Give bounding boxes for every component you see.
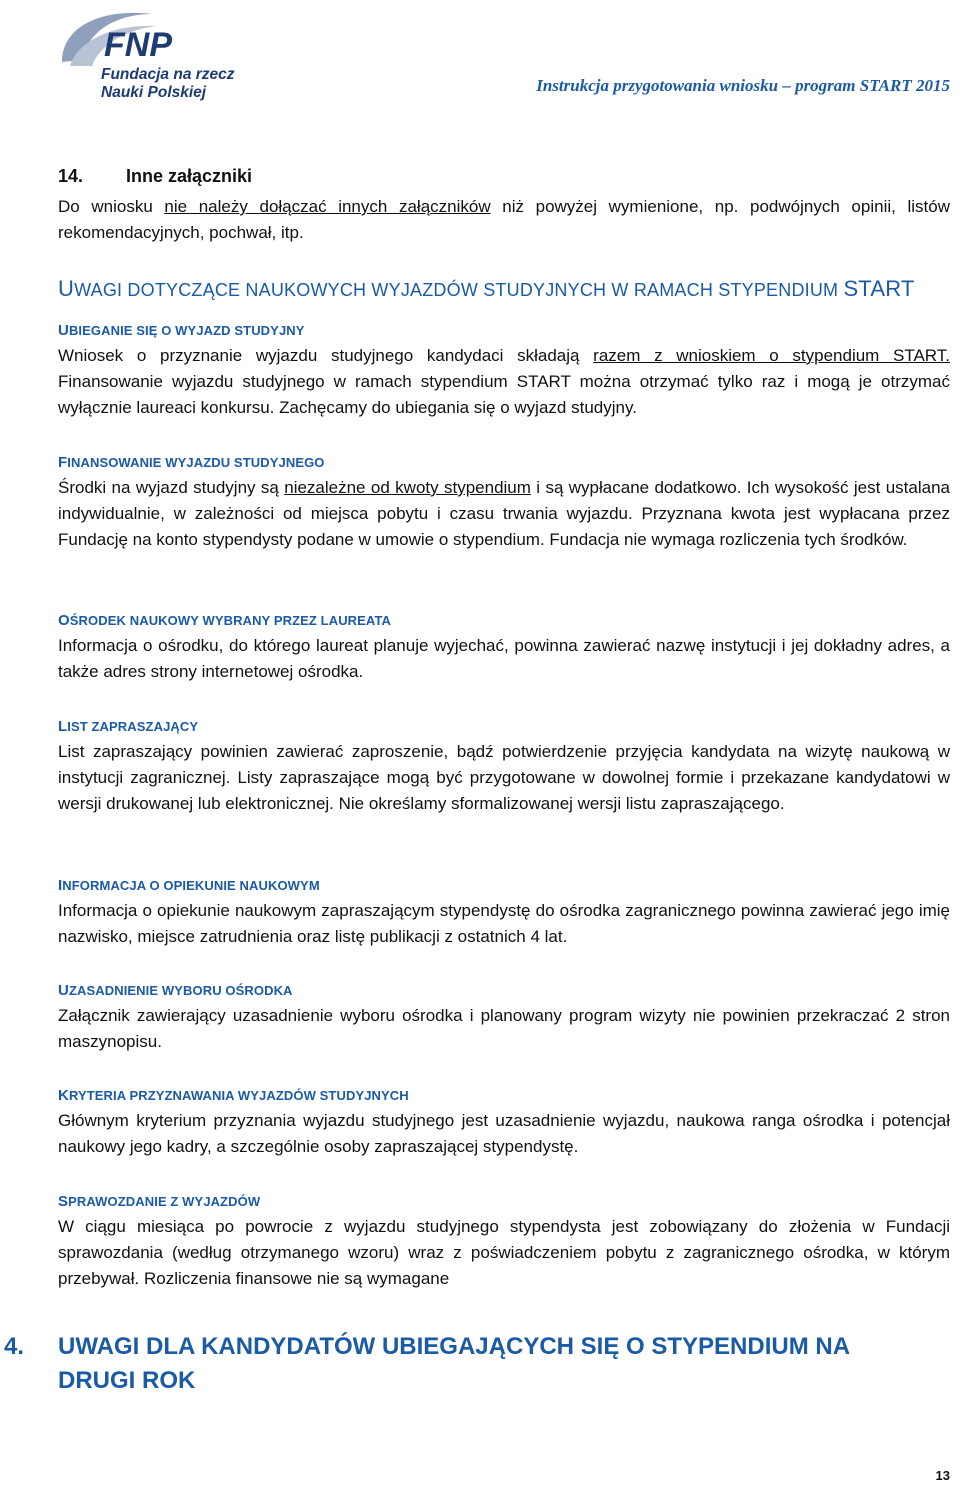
heading-osrodek: OŚRODEK NAUKOWY WYBRANY PRZEZ LAUREATA	[58, 612, 392, 629]
section-14-heading	[58, 166, 950, 187]
text-osrodek: Informacja o ośrodku, do którego laureat planuje wyjechać, powinna zawierać nazwę instytucji i jej dokładny adres, a także adres strony internetowej ośrodka.	[58, 636, 950, 681]
section-4-title: UWAGI DLA KANDYDATÓW UBIEGAJĄCYCH SIĘ O STYPENDIUM NA DRUGI ROK	[58, 1333, 850, 1394]
section-14-number: 14.	[58, 166, 84, 186]
heading-finansowanie: FINANSOWANIE WYJAZDU STUDYJNEGO	[58, 454, 325, 471]
logo-mark: FNP	[104, 26, 172, 64]
logo-line-2: Nauki Polskiej	[101, 84, 207, 101]
text-opiekun: Informacja o opiekunie naukowym zapraszającym stypendystę do ośrodka zagranicznego powinna zawierać jego imię nazwisko, miejsce zatrudnienia oraz listę publikacji z ostatnich 4 lat.	[58, 901, 950, 946]
section-4-number: 4.	[4, 1333, 25, 1360]
text-list-zapraszajacy: List zapraszający powinien zawierać zaproszenie, bądź potwierdzenie przyjęcia kandydata na wizytę naukową w instytucji zagranicznej. Listy zapraszające mogą być przygotowane w dowolnej formie i przekazane kandydatowi w wersji drukowanej lub elektronicznej. Nie określamy sformalizowanej wersji listu zapraszającego.	[58, 742, 950, 813]
main-heading: UWAGI DOTYCZĄCE NAUKOWYCH WYJAZDÓW STUDYJNYCH W RAMACH STYPENDIUM START	[58, 276, 915, 301]
heading-ubieganie: UBIEGANIE SIĘ O WYJAZD STUDYJNY	[58, 322, 305, 339]
logo-caption	[101, 66, 235, 102]
heading-opiekun: INFORMACJA O OPIEKUNIE NAUKOWYM	[58, 877, 320, 894]
heading-sprawozdanie: SPRAWOZDANIE Z WYJAZDÓW	[58, 1193, 261, 1210]
logo-line-1: Fundacja na rzecz	[101, 66, 235, 83]
document-title: Instrukcja przygotowania wniosku – program START 2015	[536, 76, 950, 95]
heading-list-zapraszajacy: LIST ZAPRASZAJĄCY	[58, 718, 199, 735]
text-uzasadnienie: Załącznik zawierający uzasadnienie wyboru ośrodka i planowany program wizyty nie powinien przekraczać 2 stron maszynopisu.	[58, 1006, 950, 1051]
section-14-text: Do wniosku nie należy dołączać innych załączników niż powyżej wymienione, np. podwójnych opinii, listów rekomendacyjnych, pochwał, itp.	[58, 197, 950, 242]
text-kryteria: Głównym kryterium przyznania wyjazdu studyjnego jest uzasadnienie wyjazdu, naukowa ranga ośrodka i potencjał naukowy jego kadry, a szczególnie osoby zapraszającej stypendystę.	[58, 1111, 950, 1156]
page-number: 13	[935, 1468, 950, 1483]
text-sprawozdanie: W ciągu miesiąca po powrocie z wyjazdu studyjnego stypendysta jest zobowiązany do złożenia w Fundacji sprawozdania (według otrzymanego wzoru) wraz z poświadczeniem pobytu z zagranicznego ośrodka, w którym przebywał. Rozliczenia finansowe nie są wymagane	[58, 1217, 950, 1288]
text-ubieganie: Wniosek o przyznanie wyjazdu studyjnego kandydaci składają razem z wnioskiem o stypendium START. Finansowanie wyjazdu studyjnego w ramach stypendium START można otrzymać tylko raz i mogą je otrzymać wyłącznie laureaci konkursu. Zachęcamy do ubiegania się o wyjazd studyjny.	[58, 346, 950, 417]
heading-kryteria: KRYTERIA PRZYZNAWANIA WYJAZDÓW STUDYJNYCH	[58, 1087, 409, 1104]
page-header	[0, 0, 960, 110]
section-14-title: Inne załączniki	[126, 166, 253, 186]
text-finansowanie: Środki na wyjazd studyjny są niezależne od kwoty stypendium i są wypłacane dodatkowo. Ich wysokość jest ustalana indywidualnie, w zależności od miejsca pobytu i czasu trwania wyjazdu. Przyznana kwota jest wypłacana przez Fundację na konto stypendysty podane w umowie o stypendium. Fundacja nie wymaga rozliczenia tych środków.	[58, 478, 951, 549]
heading-uzasadnienie: UZASADNIENIE WYBORU OŚRODKA	[58, 982, 293, 999]
